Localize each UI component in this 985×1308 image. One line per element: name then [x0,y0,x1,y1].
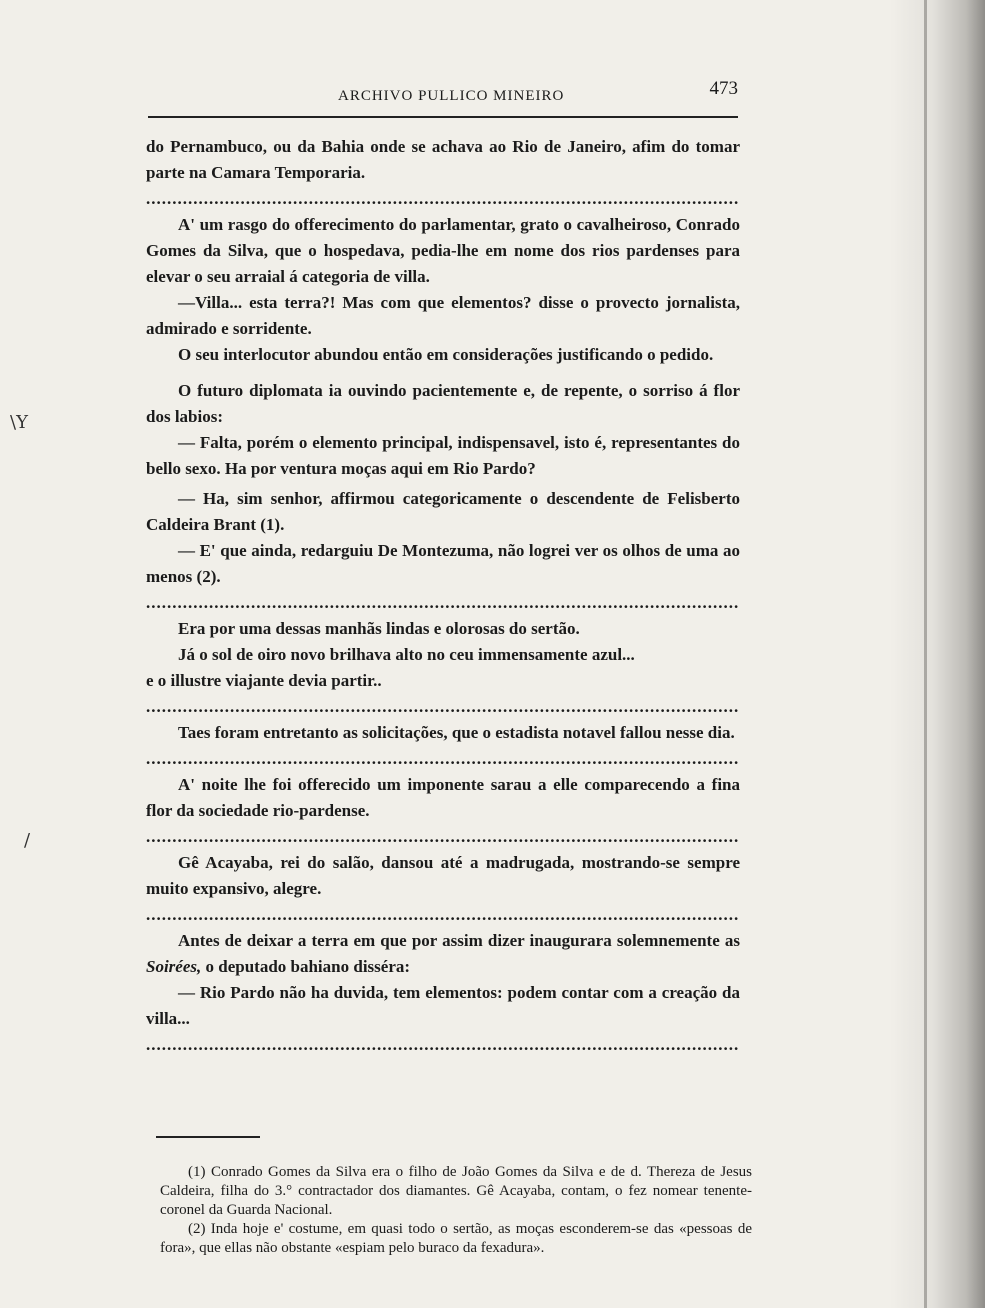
italic-word: Soirées, [146,957,202,976]
paragraph [146,928,740,980]
paragraph: — Ha, sim senhor, affirmou categoricamente o descendente de Felisberto Caldeira Brant (1). [146,489,740,534]
margin-mark: \Y [10,412,28,433]
scan-edge-line [924,0,927,1308]
paragraph: —Villa... esta terra?! Mas com que elementos? disse o provecto jornalista, admirado e sorridente. [146,293,740,338]
dotted-separator [146,1034,740,1056]
body-text [146,134,740,1058]
paragraph: Gê Acayaba, rei do salão, dansou até a madrugada, mostrando-se sempre muito expansivo, alegre. [146,853,740,898]
running-title: ARCHIVO PULLICO MINEIRO [338,88,565,104]
paragraph: A' um rasgo do offerecimento do parlamentar, grato o cavalheiroso, Conrado Gomes da Silva, que o hospedava, pedia-lhe em nome dos rios pardenses para elevar o seu arraial á categoria de villa. [146,215,740,286]
paragraph: — Falta, porém o elemento principal, indispensavel, isto é, representantes do bello sexo. Ha por ventura moças aqui em Rio Pardo? [146,433,740,478]
dotted-separator [146,904,740,926]
footnote: (2) Inda hoje e' costume, em quasi todo o sertão, as moças esconderem-se das «pessoas de fora», que ellas não obstante «espiam pelo buraco da fexadura». [160,1221,752,1256]
dotted-separator [146,592,740,614]
footnotes [160,1163,752,1258]
margin-mark: / [24,830,31,851]
dotted-separator [146,748,740,770]
dotted-separator [146,696,740,718]
page-number: 473 [709,78,738,99]
paragraph: Já o sol de oiro novo brilhava alto no ceu immensamente azul... [178,645,635,664]
page-header [148,78,738,112]
dotted-separator [146,826,740,848]
paragraph: e o illustre viajante devia partir.. [146,671,382,690]
paragraph: do Pernambuco, ou da Bahia onde se achava ao Rio de Janeiro, afim do tomar parte na Camara Temporaria. [146,137,740,182]
paragraph: A' noite lhe foi offerecido um imponente sarau a elle comparecendo a fina flor da sociedade rio-pardense. [146,775,740,820]
paragraph: O futuro diplomata ia ouvindo pacientemente e, de repente, o sorriso á flor dos labios: [146,381,740,426]
paragraph-text: Antes de deixar a terra em que por assim dizer inaugurara solemnemente as [178,931,740,950]
dotted-separator [146,188,740,210]
scan-edge-shadow [890,0,985,1308]
paragraph: Taes foram entretanto as solicitações, que o estadista notavel fallou nesse dia. [178,723,735,742]
paragraph: — Rio Pardo não ha duvida, tem elementos: podem contar com a creação da villa... [146,983,740,1028]
header-rule [148,116,738,118]
paragraph: — E' que ainda, redarguiu De Montezuma, não logrei ver os olhos de uma ao menos (2). [146,541,740,586]
footnote-rule [156,1136,260,1138]
paragraph-text: o deputado bahiano disséra: [201,957,411,976]
paragraph: Era por uma dessas manhãs lindas e olorosas do sertão. [178,619,580,638]
footnote: (1) Conrado Gomes da Silva era o filho de João Gomes da Silva e de d. Thereza de Jesus Caldeira, filha do 3.° contractador dos diamantes. Gê Acayaba, contam, o fez nomear tenente-coronel da Guarda Nacional. [160,1164,752,1218]
paragraph: O seu interlocutor abundou então em considerações justificando o pedido. [178,345,714,364]
